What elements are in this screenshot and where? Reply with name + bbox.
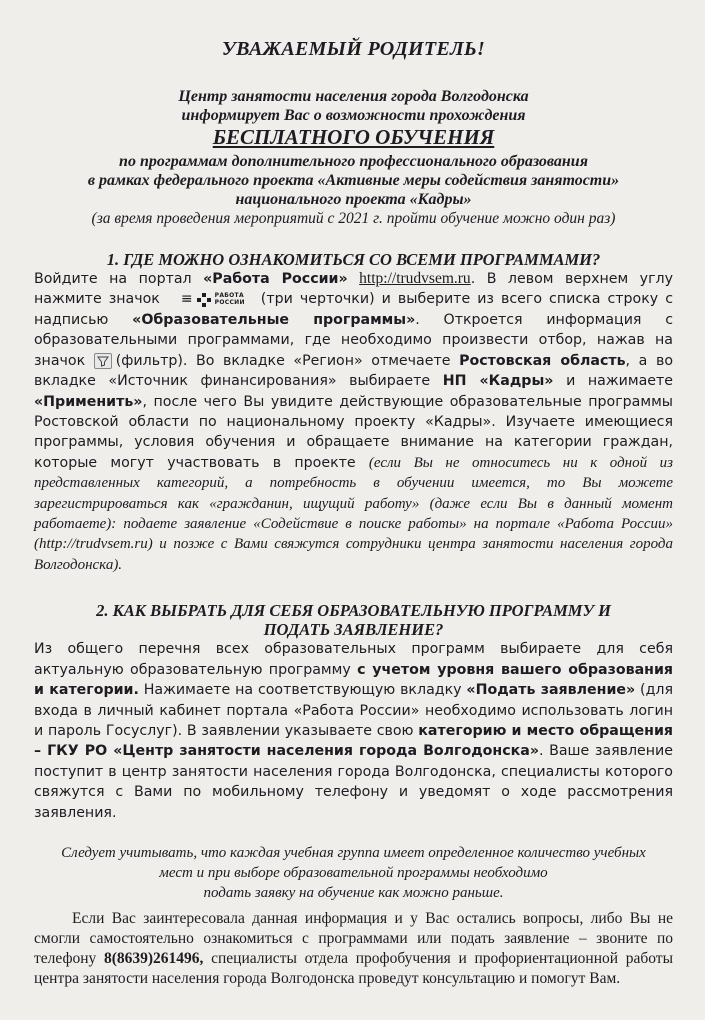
section2-title — [34, 601, 673, 639]
intro-line-1: Центр занятости населения города Волгодонска — [178, 88, 529, 105]
section1-title: 1. ГДЕ МОЖНО ОЗНАКОМИТЬСЯ СО ВСЕМИ ПРОГРАММАМИ? — [106, 250, 601, 269]
portal-name: «Работа России» — [203, 271, 348, 287]
intro-note: (за время проведения мероприятий с 2021 г. пройти обучение можно один раз) — [91, 210, 616, 227]
text: . Откроется информация с образовательными программами, где необходимо произвести отбор, нажав на значок — [34, 312, 674, 369]
region-value: Ростовская область — [459, 352, 626, 369]
phone-number: 8(8639)261496, — [103, 949, 204, 967]
text: . В левом верхнем углу нажмите значок — [34, 271, 673, 308]
rabota-rossii-logo-icon — [197, 293, 211, 307]
section2-title-line-2: ПОДАТЬ ЗАЯВЛЕНИЕ? — [263, 620, 444, 640]
note-line-3: подать заявку на обучение как можно раньше. — [203, 884, 504, 901]
italic-note: (если Вы не относитесь ни к одной из представленных категорий, а потребность в обучении имеется, то Вы можете зарегистрироваться как «гражданин, ищущий работу» (даже если Вы в данный момент работаете): подаете заявление «Содействие в поиске работы» на портале «Работа России» (http://trudvsem.ru) и позже с Вами свяжутся сотрудники центра занятости населения города Волгодонска). — [34, 454, 673, 573]
note-line-1: Следует учитывать, что каждая учебная группа имеет определенное количество учебных — [61, 844, 646, 861]
section2-title-line-1: 2. КАК ВЫБРАТЬ ДЛЯ СЕБЯ ОБРАЗОВАТЕЛЬНУЮ ПРОГРАММУ И — [96, 601, 611, 621]
hamburger-icon: ≡ — [180, 291, 193, 308]
submit-label: «Подать заявление» — [466, 682, 636, 699]
intro-line-2: информирует Вас о возможности прохождения — [181, 107, 526, 124]
portal-link[interactable]: http://trudvsem.ru — [359, 270, 471, 287]
text: Если Вас заинтересовала данная информация и у Вас остались вопросы, либо Вы не смогли самостоятельно ознакомиться с программами или подать заявление – звоните по телефону — [34, 909, 673, 967]
text: (три черточки) и выберите из всего списка строку с надписью — [34, 291, 674, 329]
text: и нажимаете — [553, 373, 673, 390]
text: (фильтр). Во вкладке «Регион» отмечаете — [115, 352, 460, 369]
text: , а во вкладке «Источник финансирования» выбираете — [34, 352, 673, 390]
text: Нажимаете на соответствующую вкладку — [138, 682, 467, 699]
section2-paragraph — [34, 639, 673, 823]
intro-line-3: по программам дополнительного профессионального образования — [119, 153, 588, 170]
text: Войдите на портал — [34, 271, 204, 287]
edu-programs-label: «Образовательные программы» — [132, 312, 416, 329]
text — [348, 271, 360, 287]
text: специалисты отдела профобучения и профориентационной работы центра занятости населения города Волгодонска проведут консультацию и помогут Вам. — [34, 949, 673, 987]
text: , после чего Вы увидите действующие образовательные программы Ростовской области по национальному проекту «Кадры». Изучаете имеющиеся программы, условия обучения и обращаете внимание на категории граждан, которые могут участвовать в проекте — [34, 393, 673, 471]
intro-line-5: национального проекта «Кадры» — [235, 191, 472, 208]
menu-logo-icon — [181, 289, 245, 309]
intro-highlight: БЕСПЛАТНОГО ОБУЧЕНИЯ — [212, 125, 495, 149]
intro-line-4: в рамках федерального проекта «Активные меры содействия занятости» — [87, 172, 620, 189]
category-label: категорию и место обращения – ГКУ РО «Центр занятости населения города Волгодонска» — [34, 722, 674, 760]
final-paragraph — [34, 909, 673, 989]
text: (для входа в личный кабинет портала «Работа России» необходимо использовать логин и пароль Госуслуг). В заявлении указываете свою — [34, 682, 674, 739]
intro-block — [34, 87, 673, 228]
text: Из общего перечня всех образовательных программ выбираете для себя актуальную образовательную программу — [34, 641, 673, 678]
funding-value: НП «Кадры» — [442, 373, 554, 390]
level-label: с учетом уровня вашего образования и категории. — [34, 661, 673, 699]
section1-paragraph — [34, 269, 673, 575]
note-block — [34, 843, 673, 903]
filter-icon — [94, 353, 112, 369]
note-line-2: мест и при выборе образовательной программы необходимо — [159, 864, 548, 881]
logo-text: РАБОТА РОССИИ — [214, 292, 245, 306]
apply-label: «Применить» — [34, 393, 143, 410]
page-title: УВАЖАЕМЫЙ РОДИТЕЛЬ! — [221, 38, 486, 60]
text: . Ваше заявление поступит в центр занятости населения города Волгодонска, специалисты которого свяжутся с Вами по мобильному телефону и уведомят о ходе рассмотрения заявления. — [34, 743, 674, 821]
